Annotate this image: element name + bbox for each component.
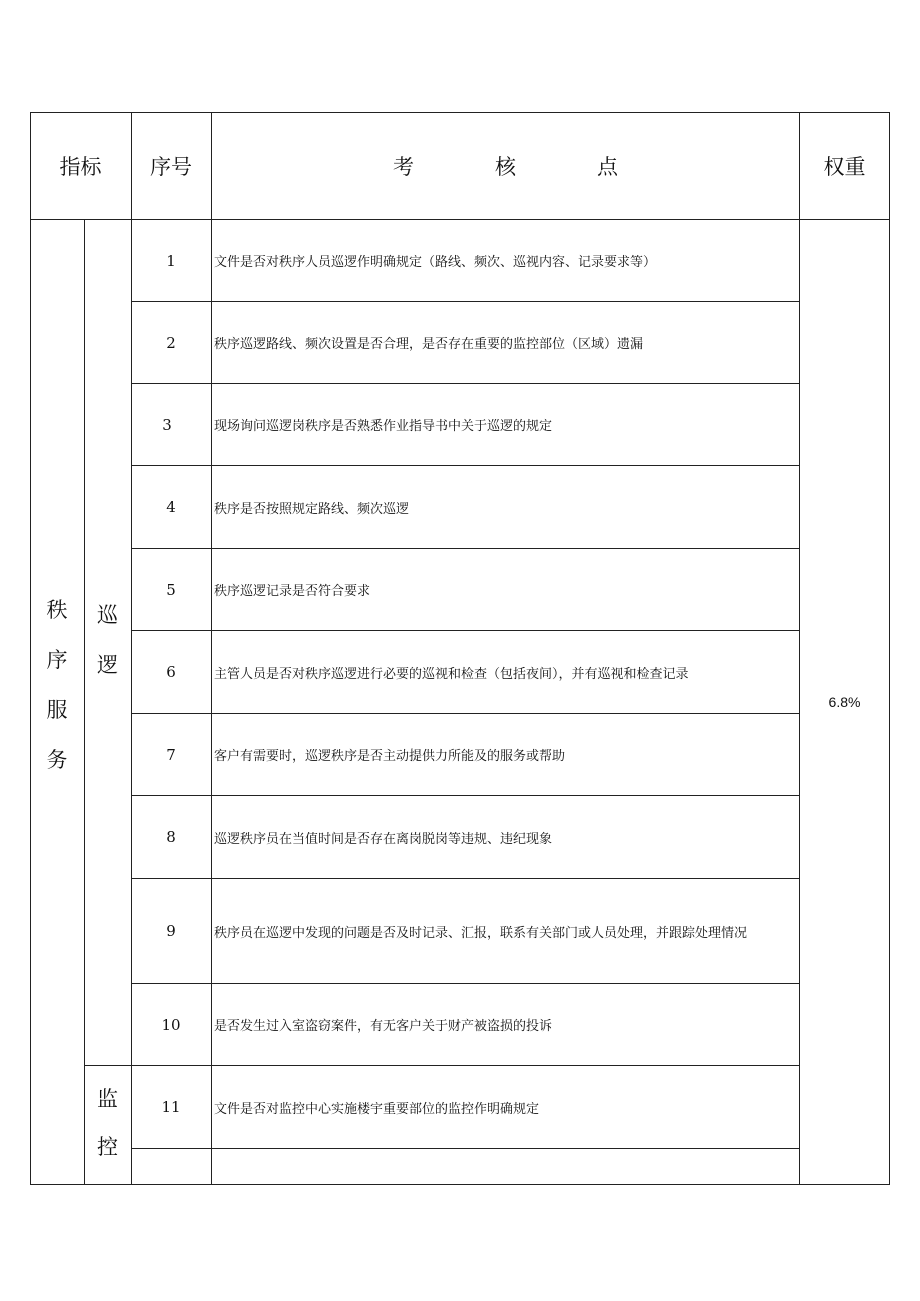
row-text-content: 巡逻秩序员在当值时间是否存在离岗脱岗等违规、违纪现象 [214, 831, 553, 847]
header-indicator-label: 指标 [59, 154, 102, 179]
row-text [212, 714, 801, 795]
row-text-content: 秩序员在巡逻中发现的问题是否及时记录、汇报，联系有关部门或人员处理，并跟踪处理情况 [214, 925, 748, 941]
header-seq-label: 序号 [150, 154, 192, 179]
row-number [131, 220, 211, 301]
row-number-text: 7 [166, 745, 176, 764]
row-text-content: 主管人员是否对秩序巡逻进行必要的巡视和检查（包括夜间），并有巡视和检查记录 [214, 666, 689, 682]
row-text-content: 是否发生过入室盗窃案件，有无客户关于财产被盗损的投诉 [214, 1019, 553, 1034]
row-text [212, 549, 801, 630]
group-monitor-label [84, 1089, 131, 1184]
row-number [131, 631, 211, 713]
row-text-content: 现场询问巡逻岗秩序是否熟悉作业指导书中关于巡逻的规定 [214, 419, 553, 434]
header-check-points-char: 考 [393, 154, 414, 179]
row-number-text: 1 [166, 251, 176, 270]
header-weight-label: 权重 [823, 154, 866, 179]
row-number-text: 5 [166, 580, 176, 599]
weight-value-text: 6.8% [828, 694, 861, 710]
row-number [131, 984, 211, 1065]
row-number-text: 4 [166, 498, 176, 516]
row-number [131, 1149, 211, 1184]
row-text [212, 466, 801, 548]
row-number-text: 2 [166, 333, 176, 352]
assessment-table [30, 112, 890, 1185]
header-seq [131, 112, 211, 219]
row-text-content: 秩序巡逻路线、频次设置是否合理，是否存在重要的监控部位（区域）遗漏 [214, 337, 644, 352]
header-indicator [30, 112, 131, 219]
group-patrol-label [84, 605, 131, 725]
group-patrol-char: 巡 [97, 603, 118, 627]
header-check-points-char: 点 [597, 154, 618, 179]
row-text [212, 984, 801, 1065]
weight-value [800, 652, 889, 752]
header-weight [800, 112, 889, 219]
row-number [131, 796, 211, 878]
category-label [30, 600, 84, 800]
category-char: 序 [46, 648, 68, 672]
group-monitor-char: 控 [97, 1134, 118, 1159]
header-check-points-char: 核 [495, 154, 516, 179]
category-char: 务 [46, 748, 68, 772]
row-number-text: 8 [166, 828, 176, 846]
row-number-text: 6 [166, 663, 176, 681]
row-text [212, 796, 801, 878]
row-number [131, 549, 211, 630]
row-number-text: 3 [162, 415, 172, 434]
group-patrol-char: 逻 [97, 653, 118, 677]
row-text-content: 秩序是否按照规定路线、频次巡逻 [214, 501, 410, 517]
row-text-content: 文件是否对监控中心实施楼宇重要部位的监控作明确规定 [214, 1101, 540, 1117]
row-text-content: 客户有需要时，巡逻秩序是否主动提供力所能及的服务或帮助 [214, 749, 566, 764]
row-text [212, 631, 801, 713]
category-char: 服 [46, 698, 68, 722]
row-number [131, 302, 211, 383]
row-text [212, 879, 801, 983]
row-text [212, 302, 801, 383]
row-number-text: 10 [161, 1015, 181, 1034]
row-number [131, 714, 211, 795]
row-text [212, 1066, 801, 1148]
row-text [212, 384, 801, 465]
row-text [212, 1149, 801, 1184]
header-check-points [212, 112, 799, 219]
row-number [131, 1066, 211, 1148]
category-char: 秩 [46, 598, 68, 622]
row-text [212, 220, 801, 301]
row-number [131, 879, 211, 983]
row-text-content: 秩序巡逻记录是否符合要求 [214, 584, 371, 599]
row-text-content: 文件是否对秩序人员巡逻作明确规定（路线、频次、巡视内容、记录要求等） [214, 255, 657, 270]
row-number-text: 9 [166, 922, 176, 940]
row-number [131, 466, 211, 548]
row-number-text: 11 [161, 1098, 181, 1116]
group-monitor-char: 监 [97, 1087, 118, 1111]
row-number [127, 384, 207, 465]
